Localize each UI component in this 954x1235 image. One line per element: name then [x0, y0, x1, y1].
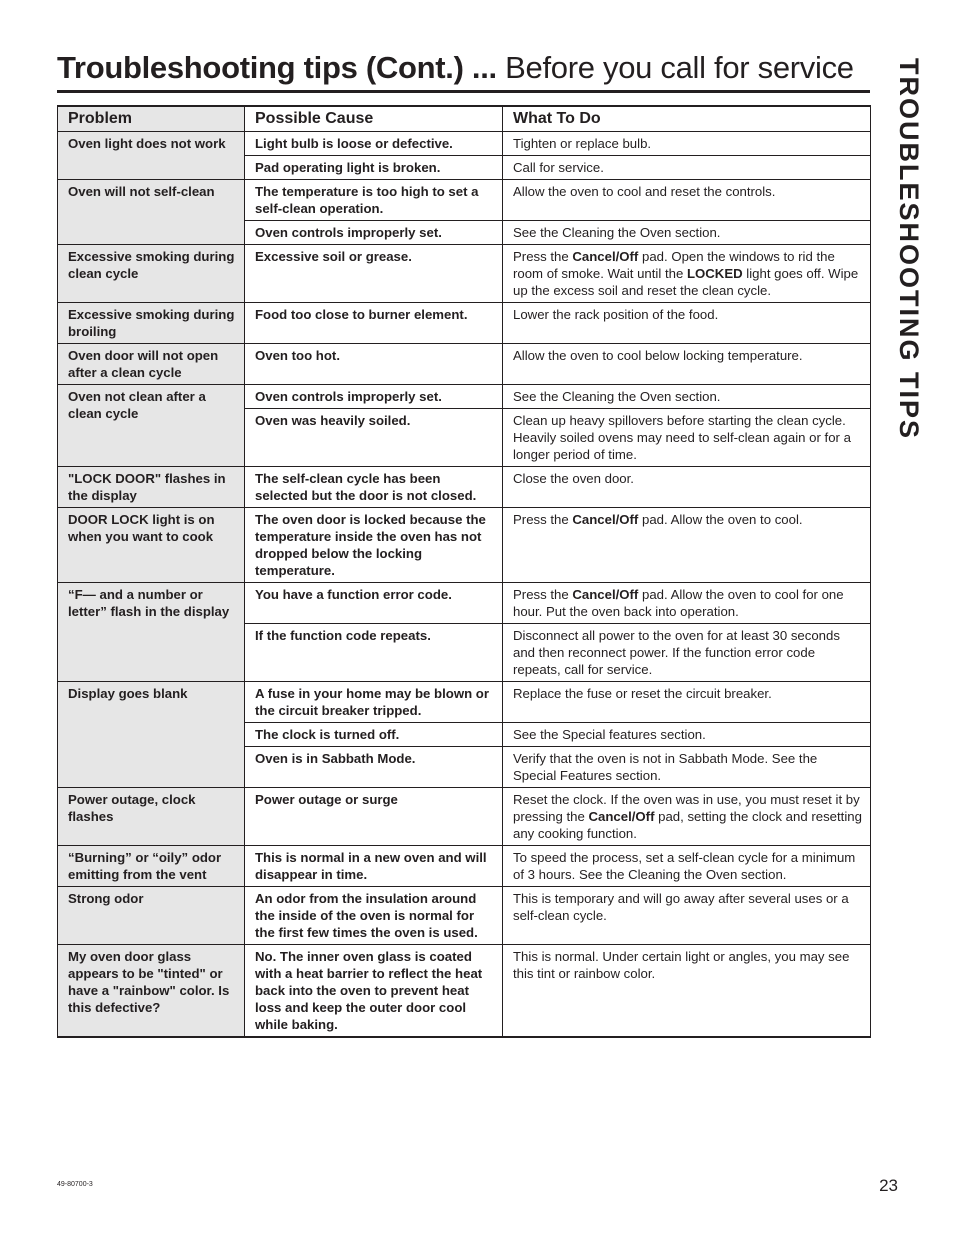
possible-cause-cell: If the function code repeats. [245, 624, 503, 682]
troubleshooting-table [57, 105, 871, 1038]
problem-cell: Oven light does not work [58, 132, 245, 180]
table-row [58, 887, 871, 945]
table-row [58, 846, 871, 887]
section-side-tab: TROUBLESHOOTING TIPS [894, 58, 924, 441]
possible-cause-cell: This is normal in a new oven and will disappear in time. [245, 846, 503, 887]
problem-cell: "LOCK DOOR" flashes in the display [58, 467, 245, 508]
what-to-do-text: pad. Allow the oven to cool for one hour. Put the oven back into operation. [513, 587, 844, 619]
possible-cause-cell: Oven too hot. [245, 344, 503, 385]
table-row [58, 583, 871, 624]
table-row [58, 508, 871, 583]
what-to-do-cell: To speed the process, set a self-clean cycle for a minimum of 3 hours. See the Cleaning the Oven section. [503, 846, 871, 887]
page-title-light: Before you call for service [505, 50, 854, 85]
problem-cell: My oven door glass appears to be "tinted" or have a "rainbow" color. Is this defective? [58, 945, 245, 1038]
table-row [58, 682, 871, 723]
possible-cause-cell: A fuse in your home may be blown or the circuit breaker tripped. [245, 682, 503, 723]
bold-pad-name: Cancel/Off [572, 587, 639, 602]
what-to-do-cell: Tighten or replace bulb. [503, 132, 871, 156]
possible-cause-cell: The oven door is locked because the temperature inside the oven has not dropped below the locking temperature. [245, 508, 503, 583]
problem-cell: “Burning” or “oily” odor emitting from the vent [58, 846, 245, 887]
what-to-do-text: light goes off. Wipe up the excess soil and reset the clean cycle. [513, 266, 859, 298]
what-to-do-text: pad. Allow the oven to cool. [638, 512, 803, 527]
what-to-do-cell [503, 788, 871, 846]
table-row [58, 180, 871, 221]
possible-cause-cell: Oven was heavily soiled. [245, 409, 503, 467]
what-to-do-cell [503, 508, 871, 583]
what-to-do-text: Reset the clock. If the oven was in use, you must reset it by pressing the [513, 792, 860, 824]
what-to-do-cell: Lower the rack position of the food. [503, 303, 871, 344]
what-to-do-cell: Replace the fuse or reset the circuit breaker. [503, 682, 871, 723]
page-title [57, 50, 854, 86]
problem-cell: Excessive smoking during clean cycle [58, 245, 245, 303]
title-divider [57, 90, 870, 93]
bold-pad-name: Cancel/Off [572, 249, 639, 264]
possible-cause-cell: An odor from the insulation around the inside of the oven is normal for the first few times the oven is used. [245, 887, 503, 945]
table-row [58, 467, 871, 508]
column-header-problem: Problem [58, 106, 245, 132]
problem-cell: Display goes blank [58, 682, 245, 788]
what-to-do-cell: Allow the oven to cool and reset the controls. [503, 180, 871, 221]
table-row [58, 945, 871, 1038]
problem-cell: Oven door will not open after a clean cycle [58, 344, 245, 385]
what-to-do-cell [503, 245, 871, 303]
possible-cause-cell: Oven controls improperly set. [245, 385, 503, 409]
problem-cell: Oven will not self-clean [58, 180, 245, 245]
possible-cause-cell: Excessive soil or grease. [245, 245, 503, 303]
table-row [58, 344, 871, 385]
what-to-do-cell: Close the oven door. [503, 467, 871, 508]
what-to-do-cell: See the Cleaning the Oven section. [503, 385, 871, 409]
what-to-do-text: Press the [513, 512, 573, 527]
what-to-do-cell: See the Cleaning the Oven section. [503, 221, 871, 245]
column-header-possible-cause: Possible Cause [245, 106, 503, 132]
bold-pad-name: Cancel/Off [588, 809, 655, 824]
what-to-do-text: pad. Open the windows to rid the room of smoke. Wait until the [513, 249, 835, 281]
what-to-do-cell: This is temporary and will go away after several uses or a self-clean cycle. [503, 887, 871, 945]
problem-cell: Oven not clean after a clean cycle [58, 385, 245, 467]
what-to-do-text: Press the [513, 587, 573, 602]
possible-cause-cell: The clock is turned off. [245, 723, 503, 747]
table-row [58, 385, 871, 409]
possible-cause-cell: The self-clean cycle has been selected but the door is not closed. [245, 467, 503, 508]
problem-cell: Strong odor [58, 887, 245, 945]
document-number: 49-80700-3 [57, 1181, 93, 1188]
what-to-do-text: Press the [513, 249, 573, 264]
table-row [58, 245, 871, 303]
table-row [58, 132, 871, 156]
problem-cell: Power outage, clock flashes [58, 788, 245, 846]
possible-cause-cell: The temperature is too high to set a self-clean operation. [245, 180, 503, 221]
problem-cell: Excessive smoking during broiling [58, 303, 245, 344]
column-header-what-to-do: What To Do [503, 106, 871, 132]
table-row [58, 303, 871, 344]
possible-cause-cell: Power outage or surge [245, 788, 503, 846]
page-title-bold: Troubleshooting tips (Cont.) ... [57, 50, 497, 85]
what-to-do-cell: See the Special features section. [503, 723, 871, 747]
problem-cell: “F— and a number or letter” flash in the display [58, 583, 245, 682]
table-row [58, 788, 871, 846]
possible-cause-cell: Oven controls improperly set. [245, 221, 503, 245]
what-to-do-cell: This is normal. Under certain light or angles, you may see this tint or rainbow color. [503, 945, 871, 1038]
what-to-do-cell: Verify that the oven is not in Sabbath Mode. See the Special Features section. [503, 747, 871, 788]
page-number: 23 [879, 1176, 898, 1195]
possible-cause-cell: Light bulb is loose or defective. [245, 132, 503, 156]
what-to-do-text: pad, setting the clock and resetting any cooking function. [513, 809, 862, 841]
bold-pad-name: LOCKED [686, 266, 743, 281]
possible-cause-cell: No. The inner oven glass is coated with a heat barrier to reflect the heat back into the oven to prevent heat loss and keep the outer door cool while baking. [245, 945, 503, 1038]
what-to-do-cell [503, 583, 871, 624]
bold-pad-name: Cancel/Off [572, 512, 639, 527]
what-to-do-cell: Disconnect all power to the oven for at least 30 seconds and then reconnect power. If the function error code repeats, call for service. [503, 624, 871, 682]
what-to-do-cell: Clean up heavy spillovers before starting the clean cycle. Heavily soiled ovens may need to self-clean again or for a longer period of time. [503, 409, 871, 467]
possible-cause-cell: You have a function error code. [245, 583, 503, 624]
what-to-do-cell: Call for service. [503, 156, 871, 180]
problem-cell: DOOR LOCK light is on when you want to cook [58, 508, 245, 583]
what-to-do-cell: Allow the oven to cool below locking temperature. [503, 344, 871, 385]
possible-cause-cell: Pad operating light is broken. [245, 156, 503, 180]
table-header-row [58, 106, 871, 132]
possible-cause-cell: Food too close to burner element. [245, 303, 503, 344]
possible-cause-cell: Oven is in Sabbath Mode. [245, 747, 503, 788]
